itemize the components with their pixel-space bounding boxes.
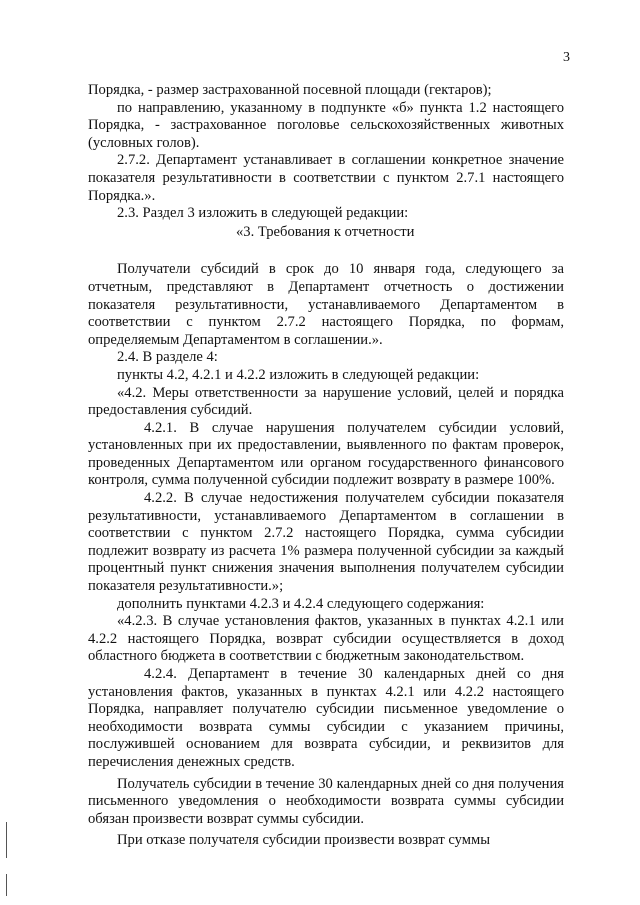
- paragraph: 4.2.2. В случае недостижения получателем субсидии показателя результативности, устанавливаемого Департаментом в соглашении в соответствии с пунктом 2.7.2 настоящего Порядка, сумма субсидии подлежит возврату из расчета 1% размера полученной субсидии за каждый процентный пункт снижения значения выполнения получателем субсидии показателя результативности.»;: [88, 490, 564, 595]
- document-body: [88, 82, 564, 850]
- paragraph: «4.2. Меры ответственности за нарушение условий, целей и порядка предоставления субсидий.: [88, 384, 564, 419]
- page-number: 3: [563, 50, 570, 65]
- paragraph: «4.2.3. В случае установления фактов, указанных в пунктах 4.2.1 или 4.2.2 настоящего Порядка, возврат субсидии осуществляется в доход областного бюджета в соответствии с бюджетным законодательством.: [88, 613, 564, 665]
- paragraph: 2.4. В разделе 4:: [117, 349, 218, 366]
- paragraph: При отказе получателя субсидии произвести возврат суммы: [117, 832, 491, 849]
- paragraph: пункты 4.2, 4.2.1 и 4.2.2 изложить в следующей редакции:: [117, 366, 480, 383]
- paragraph: Порядка, - размер застрахованной посевной площади (гектаров);: [88, 82, 492, 98]
- paragraph: дополнить пунктами 4.2.3 и 4.2.4 следующего содержания:: [117, 595, 485, 612]
- paragraph: по направлению, указанному в подпункте «б» пункта 1.2 настоящего Порядка, - застрахованное поголовье сельскохозяйственных животных (условных голов).: [88, 99, 564, 151]
- paragraph: 2.3. Раздел 3 изложить в следующей редакции:: [117, 205, 409, 222]
- scan-edge-mark: [6, 874, 7, 896]
- section-heading: «3. Требования к отчетности: [236, 223, 415, 240]
- paragraph: 4.2.4. Департамент в течение 30 календарных дней со дня установления фактов, указанных в пунктах 4.2.1 или 4.2.2 настоящего Порядка, направляет получателю субсидии письменное уведомление о необходимости возврата суммы субсидии с указанием причины, послужившей основанием для возврата субсидии, и реквизитов для перечисления денежных средств.: [88, 666, 564, 770]
- scan-edge-mark: [6, 822, 7, 858]
- paragraph: 4.2.1. В случае нарушения получателем субсидии условий, установленных при их предоставлении, выявленного по фактам проверок, проведенных Департаментом или органом государственного финансового контроля, сумма полученной субсидии подлежит возврату в размере 100%.: [88, 419, 564, 489]
- paragraph: Получатель субсидии в течение 30 календарных дней со дня получения письменного уведомления о необходимости возврата суммы субсидии обязан произвести возврат суммы субсидии.: [88, 775, 564, 827]
- paragraph: 2.7.2. Департамент устанавливает в соглашении конкретное значение показателя результативности в соответствии с пунктом 2.7.1 настоящего Порядка.».: [88, 152, 564, 204]
- paragraph: Получатели субсидий в срок до 10 января года, следующего за отчетным, представляют в Департамент отчетность о достижении показателя результативности, устанавливаемого Департаментом в соответствии с пунктом 2.7.2 настоящего Порядка, по формам, определяемым Департаментом в соглашении.».: [88, 261, 564, 348]
